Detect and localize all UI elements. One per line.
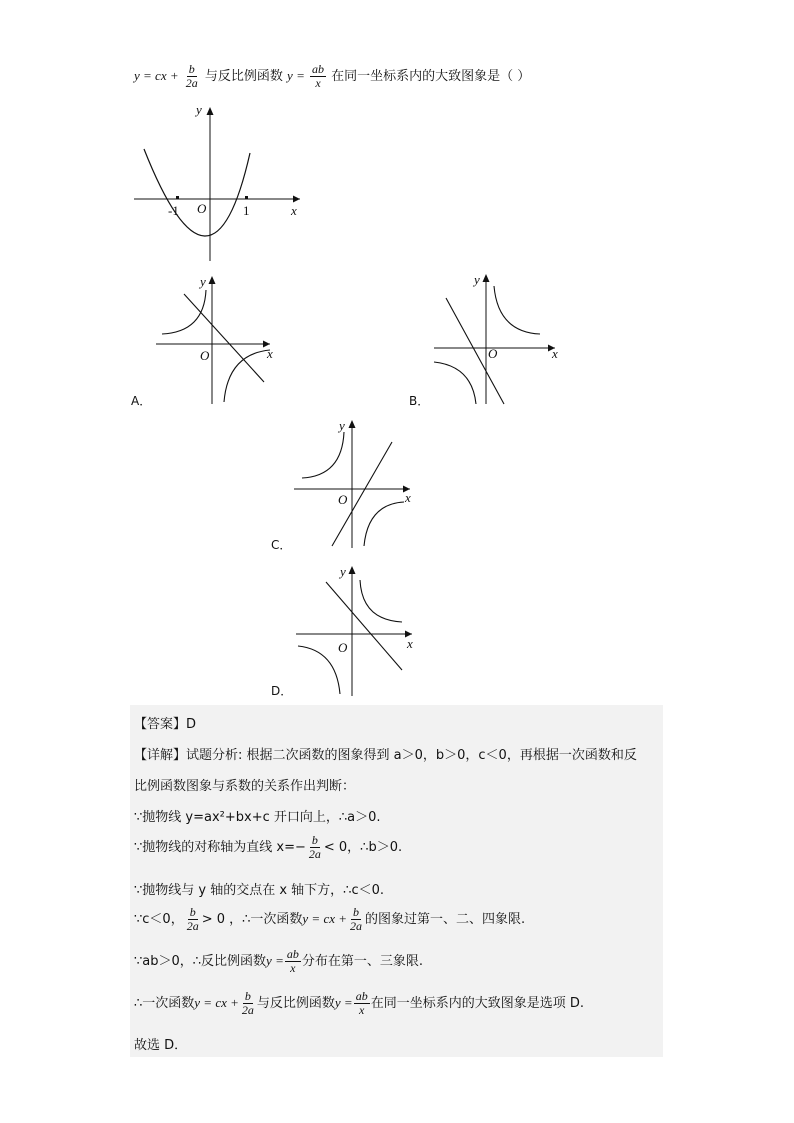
option-b-label: B． — [409, 394, 430, 408]
y-axis-label: y — [196, 103, 202, 117]
x-axis-label: x — [405, 490, 411, 505]
option-a-label: A． — [131, 394, 152, 408]
option-d-graph — [292, 562, 422, 698]
origin-label: O — [488, 346, 498, 361]
fraction-ab-over-x: $\frac{ab}{x}$ — [311, 62, 324, 90]
origin-label: O — [338, 492, 348, 507]
analysis-line: 比例函数图象与系数的关系作出判断： — [134, 779, 356, 794]
fraction-b-over-2a: $\frac{b}{2a}$ — [185, 62, 198, 90]
analysis-line: 【详解】试题分析: 根据二次函数的图象得到 a＞0，b＞0，c＜0，再根据一次函数和反 — [134, 748, 637, 763]
y-axis-label: y — [474, 272, 480, 287]
answer-line: 【答案】D — [134, 717, 197, 732]
tick-one: 1 — [243, 203, 250, 218]
conclusion-line: ∴一次函数y = cx + $\frac{b}{2a}$ 与反比例函数y = $\frac{ab}{x}$ 在同一坐标系内的大致图象是选项 D. — [134, 989, 584, 1017]
final-choice-line: 故选 D． — [134, 1038, 188, 1053]
x-axis-label: x — [552, 346, 558, 361]
y-axis-label: y — [200, 274, 206, 289]
reason-line-inverse: ∵ab＞0，∴反比例函数y = $\frac{ab}{x}$ 分布在第一、三象限. — [134, 947, 423, 975]
inverse-formula: y = — [287, 68, 305, 83]
origin-label: O — [338, 640, 348, 655]
option-b-graph — [430, 270, 565, 408]
y-axis-label: y — [340, 564, 346, 579]
option-c-graph — [290, 416, 420, 550]
option-c-label: C． — [271, 538, 292, 552]
x-axis-label: x — [407, 636, 413, 651]
x-axis-label: x — [291, 203, 297, 218]
reason-line-linear: ∵c＜0， $\frac{b}{2a}$ > 0 ，∴一次函数y = cx + $\frac{b}{2a}$ 的图象过第一、二、四象限. — [134, 905, 526, 933]
linear-formula: y = cx + — [134, 68, 179, 83]
option-a-graph — [150, 272, 280, 406]
y-axis-label: y — [339, 418, 345, 433]
reason-line-intercept: ∵抛物线与 y 轴的交点在 x 轴下方，∴c＜0. — [134, 883, 385, 898]
parabola-graph — [128, 103, 308, 265]
origin-label: O — [197, 201, 207, 216]
question-text-1: 与反比例函数 — [204, 69, 283, 84]
option-d-label: D． — [271, 684, 293, 698]
reason-line-axis: ∵抛物线的对称轴为直线 x=− $\frac{b}{2a}$ < 0，∴b＞0. — [134, 833, 403, 861]
tick-neg-one: -1 — [168, 203, 179, 218]
question-text-2: 在同一坐标系内的大致图象是（ ） — [331, 69, 531, 84]
question-stem — [134, 63, 530, 90]
origin-label: O — [200, 348, 210, 363]
x-axis-label: x — [267, 346, 273, 361]
reason-line-opening: ∵抛物线 y=ax²+bx+c 开口向上，∴a＞0. — [134, 810, 381, 825]
